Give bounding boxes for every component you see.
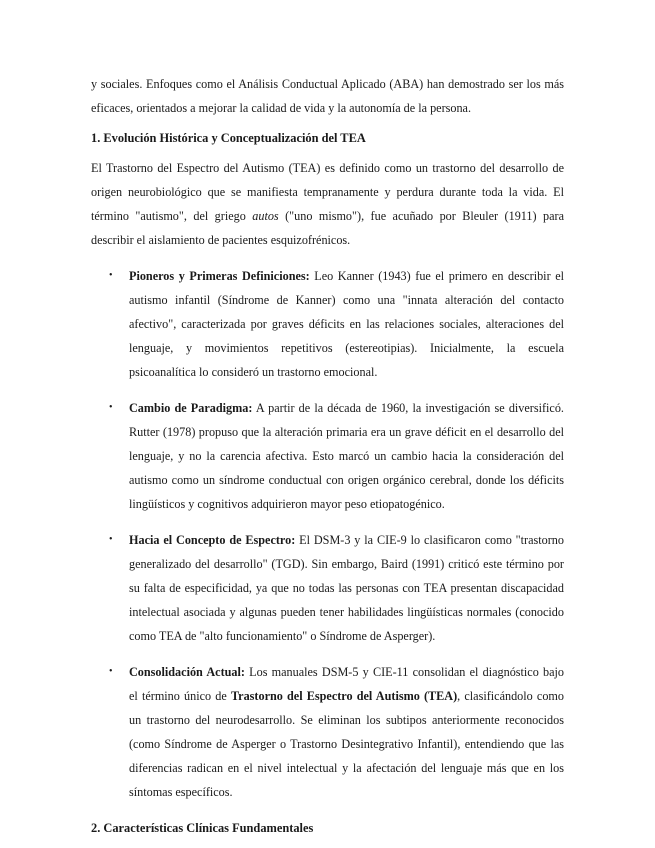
bullet-text: Leo Kanner (1943) fue el primero en describir el autismo infantil (Síndrome de Kanner) como una "innata alteración del contacto afectivo", caracterizada por graves déficits en las relaciones sociales, alteraciones del lenguaje, y movimientos repetitivos (estereotipias). Inicialmente, la escuela psicoanalítica lo consideró un trastorno emocional. [129, 269, 564, 379]
intro-paragraph: y sociales. Enfoques como el Análisis Conductual Aplicado (ABA) han demostrado ser los más eficaces, orientados a mejorar la calidad de vida y la autonomía de la persona. [91, 77, 564, 115]
bullet-text-start: Los manuales DSM-5 y CIE-11 consolidan el diagnóstico bajo el término único de [129, 665, 565, 703]
bullet-text: El DSM-3 y la CIE-9 lo clasificaron como "trastorno generalizado del desarrollo" (TGD). Sin embargo, Baird (1991) criticó este término por su falta de especificidad, ya que no todas las personas con TEA presentan discapacidad intelectual asociada y algunas pueden tener habilidades lingüísticas normales (conocido como TEA de "alto funcionamiento" o Síndrome de Asperger). [129, 533, 564, 643]
bullet-item-cambio [109, 396, 564, 516]
bullet-icon: • [109, 534, 113, 545]
bullet-icon: • [109, 270, 113, 281]
bullet-text-bold: Trastorno del Espectro del Autismo (TEA) [230, 689, 458, 703]
bullet-title: Hacia el Concepto de Espectro: [129, 533, 296, 547]
bullet-text: A partir de la década de 1960, la investigación se diversificó. Rutter (1978) propuso que la alteración primaria era un grave déficit en el desarrollo del lenguaje, y no la carencia afectiva. Esto marcó un cambio hacia la consideración del autismo como un síndrome conductual con origen orgánico cerebral, donde los déficits lingüísticos y cognitivos adquirieron mayor peso etiopatogénico. [129, 401, 564, 511]
bullet-text-end: , clasificándolo como un trastorno del neurodesarrollo. Se eliminan los subtipos anteriormente reconocidos (como Síndrome de Asperger o Trastorno Desintegrativo Infantil), entendiendo que las diferencias radican en el nivel intelectual y la afectación del lenguaje más que en los síntomas específicos. [129, 689, 564, 799]
bullet-title: Pioneros y Primeras Definiciones: [129, 269, 310, 283]
section2-heading: 2. Características Clínicas Fundamentales [91, 821, 314, 835]
bullet-title: Consolidación Actual: [129, 665, 245, 679]
bullet-icon: • [109, 402, 113, 413]
bullet-title: Cambio de Paradigma: [129, 401, 253, 415]
section1-heading: 1. Evolución Histórica y Conceptualización del TEA [91, 131, 366, 145]
section1-paragraph-end: ("uno mismo"), fue acuñado por Bleuler (1911) para describir el aislamiento de pacientes esquizofrénicos. [91, 209, 564, 247]
section1-paragraph-emphasis: autos [252, 209, 279, 223]
bullet-item-espectro [109, 528, 564, 648]
section1-paragraph [91, 156, 564, 252]
bullet-item-pioneros [109, 264, 564, 384]
section1-bullet-list [91, 264, 564, 804]
section1-paragraph-start: El Trastorno del Espectro del Autismo (TEA) es definido como un trastorno del desarrollo de origen neurobiológico que se manifiesta tempranamente y perdura durante toda la vida. El término "autismo", del griego [91, 161, 564, 223]
bullet-item-consolidacion [109, 660, 565, 804]
bullet-icon: • [109, 666, 113, 677]
